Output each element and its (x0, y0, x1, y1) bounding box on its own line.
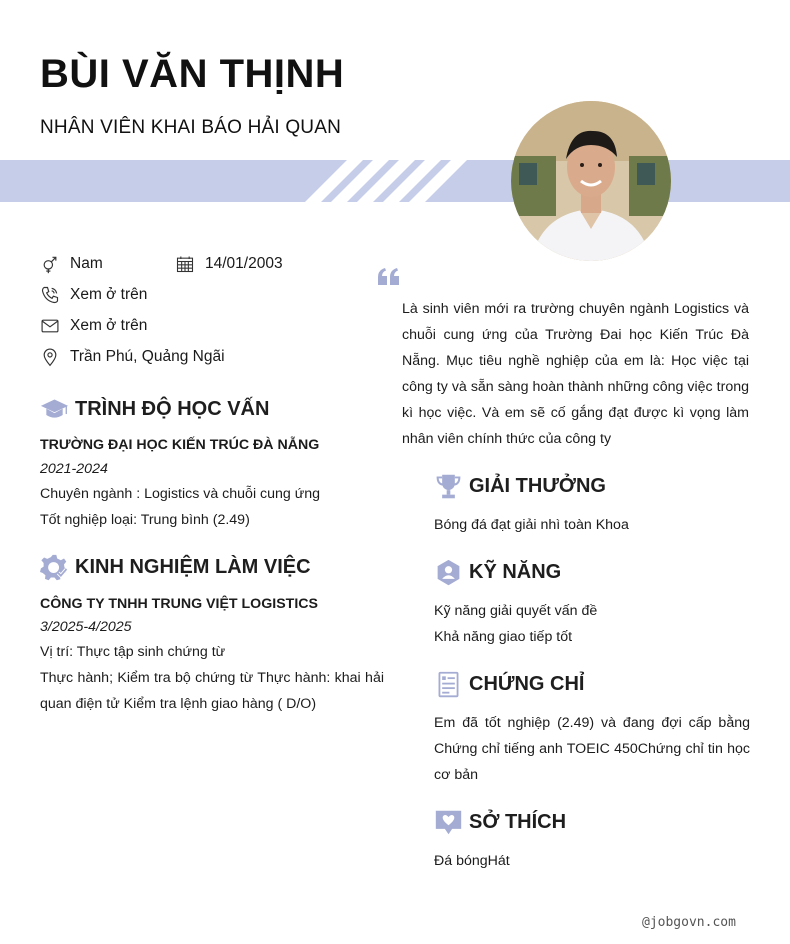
hobbies-title-text: SỞ THÍCH (469, 811, 567, 833)
experience-title-text: KINH NGHIỆM LÀM VIỆC (75, 556, 311, 578)
education-period: 2021-2024 (40, 461, 108, 477)
dob-row (175, 252, 283, 276)
certificates-title-text: CHỨNG CHỈ (469, 673, 585, 695)
location-pin-icon (40, 347, 60, 367)
hobbies-section-title (434, 808, 566, 837)
experience-period: 3/2025-4/2025 (40, 619, 132, 635)
phone-value: Xem ở trên (70, 286, 148, 303)
experience-position: Vị trí: Thực tập sinh chứng từ (40, 644, 226, 660)
quote-icon (377, 267, 401, 287)
education-title-text: TRÌNH ĐỘ HỌC VẤN (75, 398, 270, 420)
heart-message-icon (434, 808, 463, 837)
graduation-cap-icon (40, 395, 69, 424)
phone-row (40, 283, 147, 307)
brand-watermark: @jobgovn.com (642, 915, 736, 930)
address-row (40, 345, 225, 369)
education-major: Chuyên ngành : Logistics và chuỗi cung ứng (40, 486, 321, 502)
education-grade: Tốt nghiệp loại: Trung bình (2.49) (40, 512, 250, 528)
skill-badge-icon (434, 558, 463, 587)
email-row (40, 314, 147, 338)
career-objective: Là sinh viên mới ra trường chuyên ngành Logistics và chuỗi cung ứng của Trường Đai học Kiến Trúc Đà Nẵng. Mục tiêu nghề nghiệp của em là: Học việc tại công ty và sẵn sàng hoàn thành những công việc trong kì học việc. Và em sẽ cố gắng đạt được kì vọng làm nhân viên chính thức của công ty (402, 301, 749, 447)
email-value: Xem ở trên (70, 317, 148, 334)
experience-company: CÔNG TY TNHH TRUNG VIỆT LOGISTICS (40, 596, 318, 612)
certificates-section-title (434, 670, 584, 699)
gear-check-icon (40, 553, 69, 582)
skills-title-text: KỸ NĂNG (469, 561, 562, 583)
experience-duties: Thực hành; Kiểm tra bộ chứng từ Thực hành: khai hải quan điện tử Kiểm tra lệnh giao hàng ( D/O) (40, 670, 384, 712)
gender-icon (40, 254, 60, 274)
phone-icon (40, 285, 60, 305)
gender-row (40, 252, 103, 276)
email-icon (40, 316, 60, 336)
trophy-icon (434, 472, 463, 501)
experience-section-title (40, 553, 311, 582)
education-section-title (40, 395, 269, 424)
calendar-icon (175, 254, 195, 274)
awards-section-title (434, 472, 606, 501)
address-value: Trần Phú, Quảng Ngãi (70, 348, 225, 365)
skill-item-1: Kỹ năng giải quyết vấn đề (434, 603, 598, 619)
awards-title-text: GIẢI THƯỞNG (469, 475, 606, 497)
gender-value: Nam (70, 255, 103, 272)
dob-value: 14/01/2003 (205, 255, 283, 272)
award-item: Bóng đá đạt giải nhì toàn Khoa (434, 517, 629, 533)
skills-section-title (434, 558, 561, 587)
certificates-text: Em đã tốt nghiệp (2.49) và đang đợi cấp bằng Chứng chỉ tiếng anh TOEIC 450Chứng chỉ tin học cơ bản (434, 715, 750, 783)
certificate-icon (434, 670, 463, 699)
candidate-name: BÙI VĂN THỊNH (40, 52, 345, 96)
avatar (511, 101, 671, 261)
decorative-stripes (295, 160, 495, 202)
job-title: NHÂN VIÊN KHAI BÁO HẢI QUAN (40, 117, 342, 138)
education-school: TRƯỜNG ĐẠI HỌC KIẾN TRÚC ĐÀ NẴNG (40, 437, 320, 453)
hobby-item: Đá bóngHát (434, 853, 510, 869)
skill-item-2: Khả năng giao tiếp tốt (434, 629, 573, 645)
